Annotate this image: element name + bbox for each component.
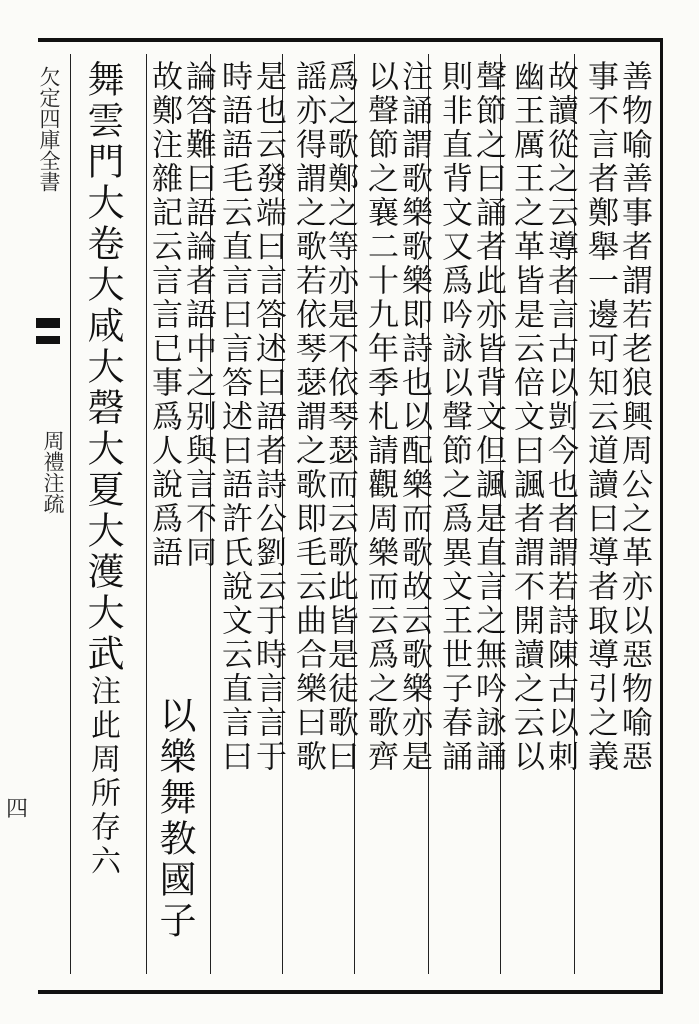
column-rule — [70, 54, 71, 974]
text-column-13-body: 論答難曰語論者語中之别與言不同 — [180, 60, 216, 570]
margin-book-title: 周禮注疏 — [41, 430, 65, 514]
main-text-note: 注此周所存六 — [85, 675, 120, 879]
text-column-9: 爲之歌鄭之等亦是不依琴瑟而云歌此皆是徒歌曰 — [322, 60, 358, 774]
page-number: 四 — [6, 797, 29, 822]
margin-title: 欠定四庫全書 — [37, 66, 61, 192]
main-text-body: 舞雲門大卷大咸大磬大夏大濩大武 — [81, 60, 124, 675]
text-column-3: 故讀從之云導者言古以剴今也者謂若詩陳古以刺 — [542, 60, 578, 774]
text-column-main — [74, 60, 128, 980]
text-column-7: 注誦謂歌樂歌樂即詩也以配樂而歌故云歌樂亦是 — [396, 60, 432, 774]
text-column-8: 以聲節之襄二十九年季札請觀周樂而云爲之歌齊 — [362, 60, 398, 774]
classic-text-large: 以樂舞教國子 — [153, 696, 196, 942]
text-column-14-body: 故鄭注雜記云言言已事爲人說爲語 — [146, 60, 182, 570]
text-column-4: 幽王厲王之革皆是云倍文曰諷者謂不開讀之云以 — [508, 60, 544, 774]
margin-ink-mark — [36, 336, 60, 344]
text-column-6: 則非直背文又爲吟詠以聲節之爲異文王世子春誦 — [436, 60, 472, 774]
text-column-11: 是也云發端曰言答述曰語者詩公劉云于時言言于 — [250, 60, 286, 774]
margin-ink-mark — [36, 318, 60, 328]
text-column-10: 謡亦得謂之歌若依琴瑟謂之歌即毛云曲合樂曰歌 — [290, 60, 326, 774]
text-column-1: 善物喻善事者謂若老狼興周公之革亦以惡物喻惡 — [616, 60, 652, 774]
text-column-2: 事不言者鄭舉一邊可知云道讀曰導者取導引之義 — [582, 60, 618, 774]
text-column-5: 聲節之曰誦者此亦皆背文但諷是直言之無吟詠誦 — [470, 60, 506, 774]
text-column-12: 時語語毛云直言曰言答述曰語許氏說文云直言曰 — [216, 60, 252, 774]
